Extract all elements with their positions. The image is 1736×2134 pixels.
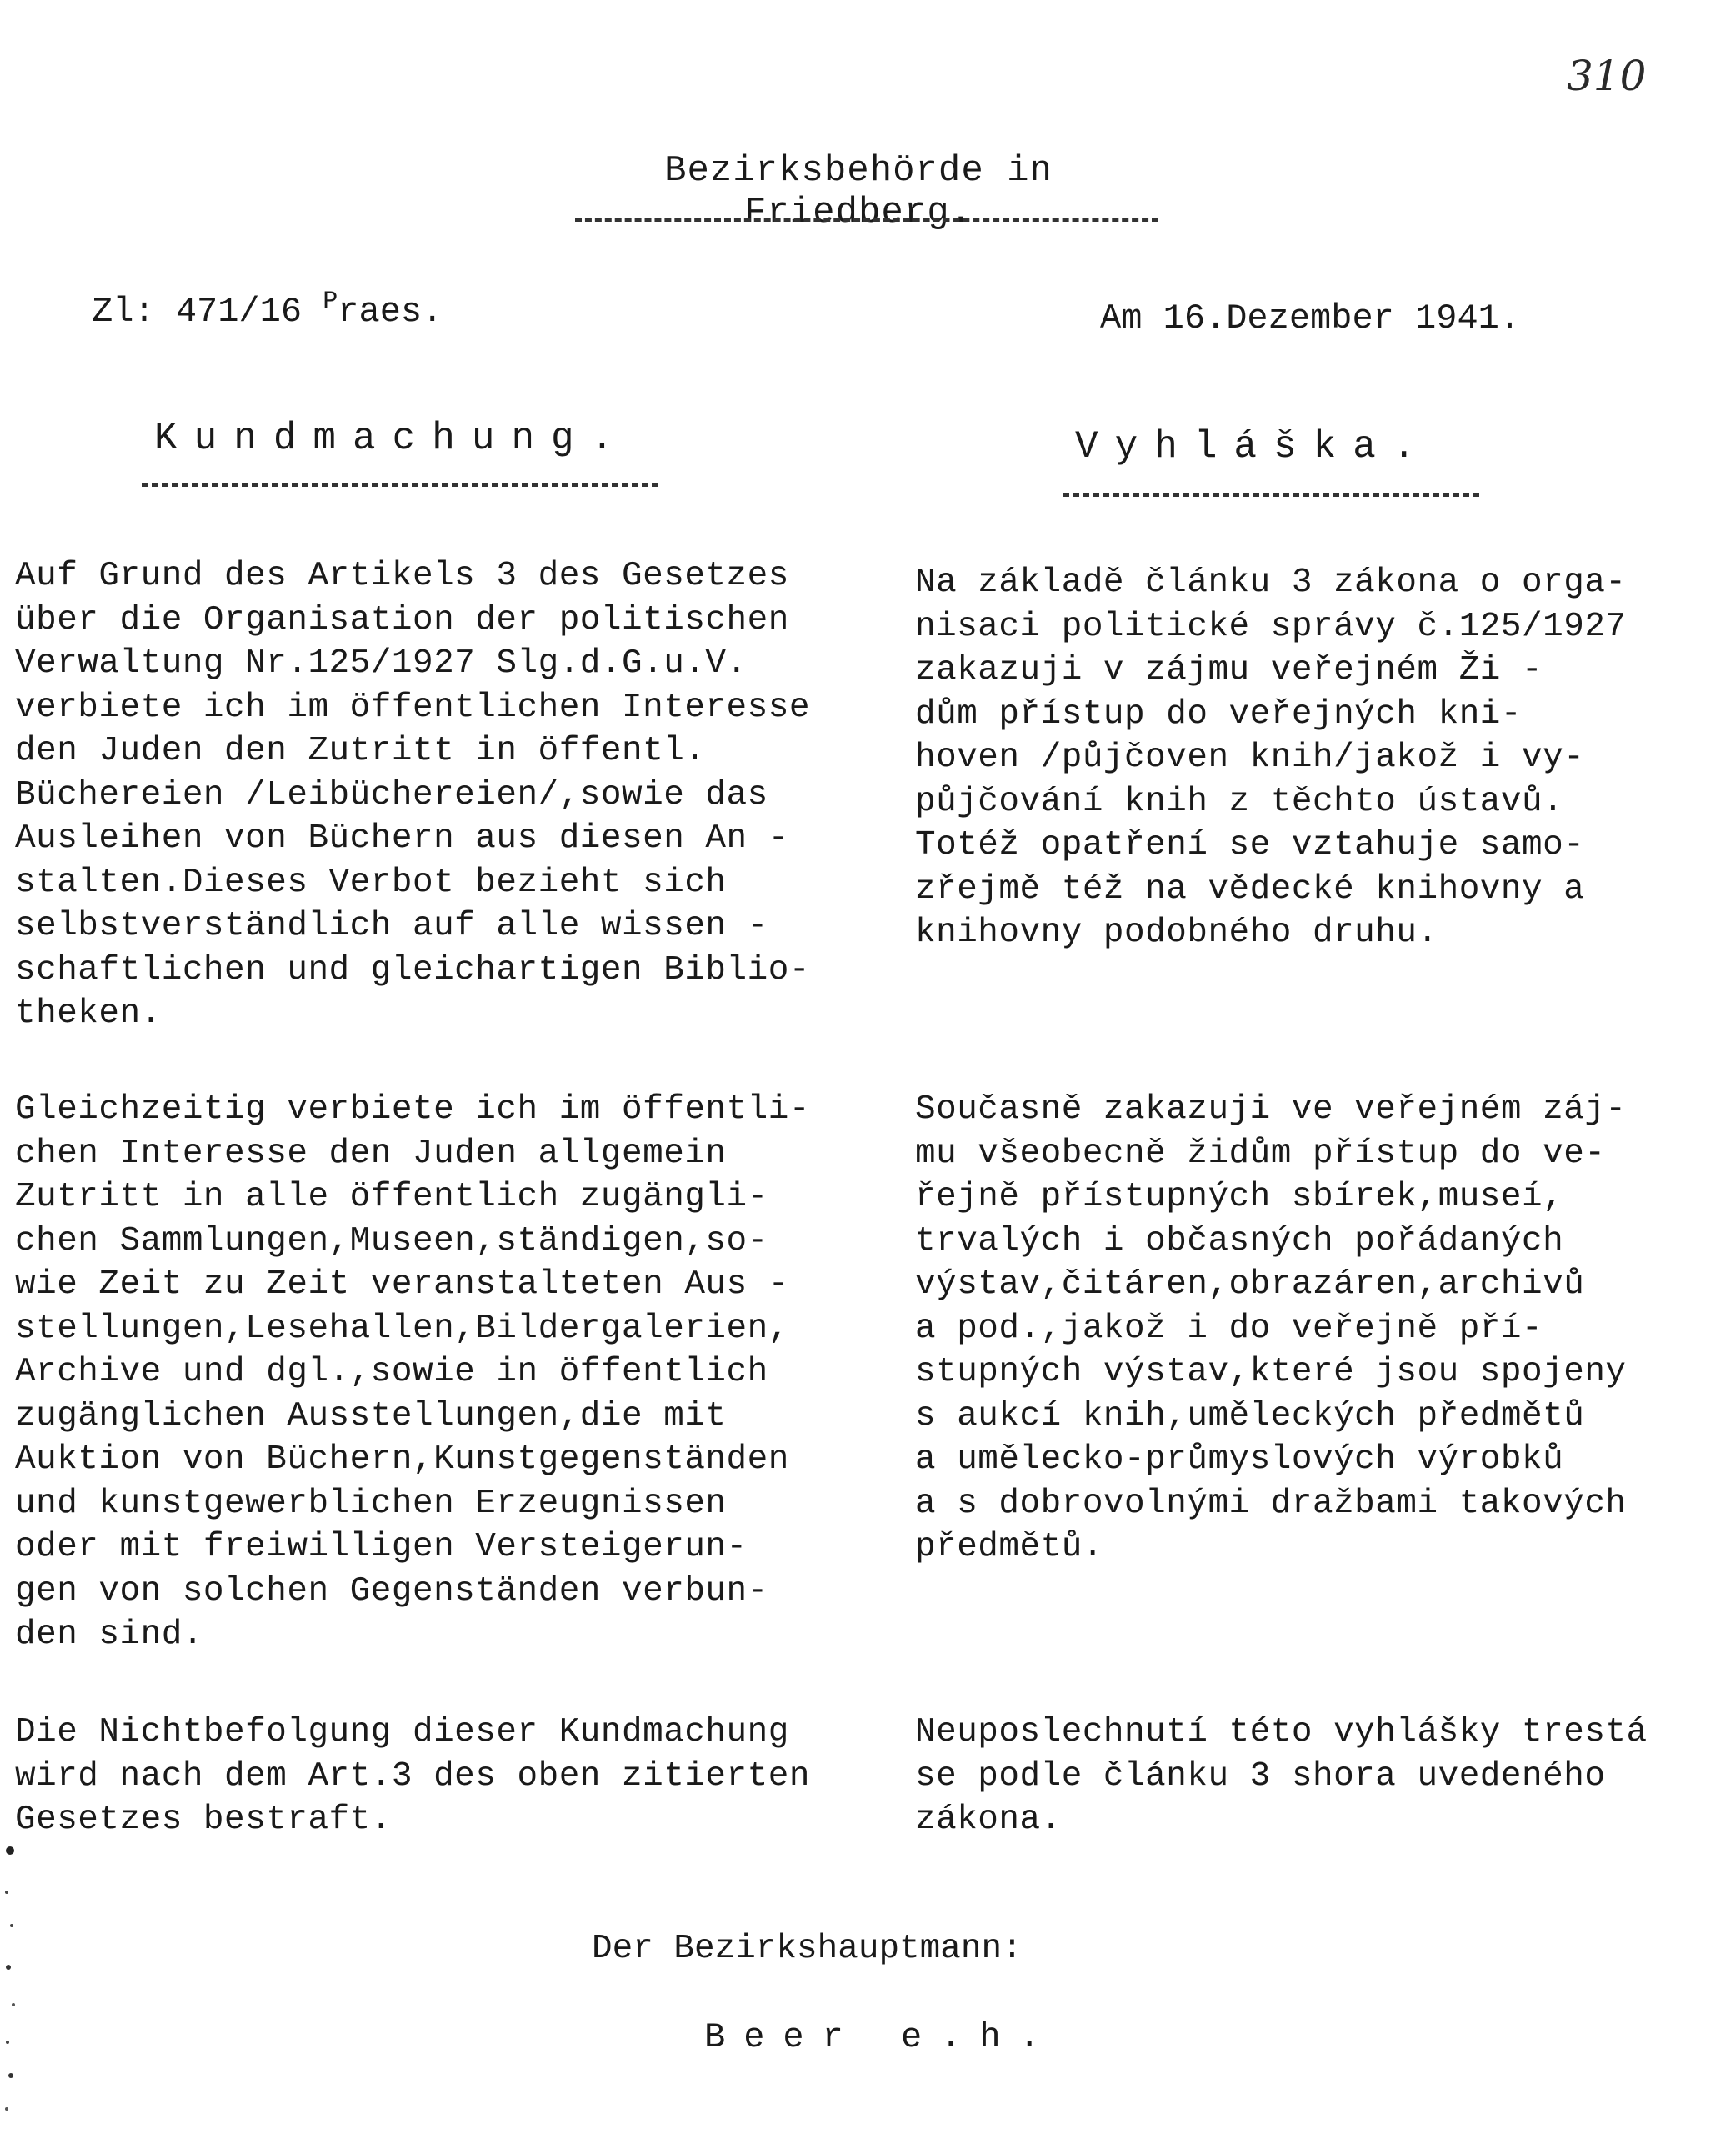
reference-number <box>92 288 443 332</box>
document-date: Am 16.Dezember 1941. <box>1100 298 1521 338</box>
authority-title: Bezirksbehörde in Friedberg. <box>664 150 1053 233</box>
reference-number-suffix: raes. <box>338 292 443 332</box>
czech-paragraph-1: Na základě článku 3 zákona o orga- nisaci politické správy č.125/1927 zakazuji v zájmu veřejném Ži - dům přístup do veřejných kni- hoven /půjčoven knih/jakož i vy- půjčování knih z těchto ústavů. Totéž opatření se vztahuje samo- zřejmě též na vědecké knihovny a knihovny podobného druhu. <box>915 564 1627 952</box>
czech-heading-underline <box>1063 493 1479 497</box>
margin-scan-specks <box>0 1826 25 2134</box>
signature-name: Beer e.h. <box>704 2017 1058 2057</box>
czech-paragraph-2: Současně zakazuji ve veřejném záj- mu všeobecně židům přístup do ve- řejně přístupných sbírek,museí, trvalých i občasných pořádaných výstav,čitáren,obrazáren,archivů a pod.,jakož i do veřejně pří- stupných výstav,které jsou spojeny s aukcí knih,uměleckých předmětů a umělecko-průmyslových výrobků a s dobrovolnými dražbami takových předmětů. <box>915 1090 1627 1566</box>
german-heading-underline <box>142 483 658 487</box>
reference-number-text: Zl: 471/16 <box>92 292 303 332</box>
czech-heading: Vyhláška. <box>1075 425 1433 468</box>
page-number: 310 <box>1567 52 1647 100</box>
signature-title: Der Bezirkshauptmann: <box>592 1930 1023 1968</box>
czech-paragraph-3: Neuposlechnutí této vyhlášky trestá se podle článku 3 shora uvedeného zákona. <box>915 1713 1648 1839</box>
german-paragraph-2: Gleichzeitig verbiete ich im öffentli- chen Interesse den Juden allgemein Zutritt in alle öffentlich zugängli- chen Sammlungen,Museen,ständigen,so- wie Zeit zu Zeit veranstalteten Aus - stellungen,Lesehallen,Bildergalerien, Archive und dgl.,sowie in öffentlich zugänglichen Ausstellungen,die mit Auktion von Büchern,Kunstgegenständen und kunstgewerblichen Erzeugnissen oder mit freiwilligen Versteigerun- gen von solchen Gegenständen verbun- den sind. <box>15 1090 810 1654</box>
german-heading: Kundmachung. <box>154 417 631 460</box>
reference-number-sup: P <box>323 288 338 316</box>
german-paragraph-1: Auf Grund des Artikels 3 des Gesetzes über die Organisation der politischen Verwaltung Nr.125/1927 Slg.d.G.u.V. verbiete ich im öffentlichen Interesse den Juden den Zutritt in öffentl. Büchereien /Leibüchereien/,sowie das Ausleihen von Büchern aus diesen An - stalten.Dieses Verbot bezieht sich selbstverständlich auf alle wissen - schaftlichen und gleichartigen Biblio- theken. <box>15 557 810 1033</box>
german-paragraph-3: Die Nichtbefolgung dieser Kundmachung wird nach dem Art.3 des oben zitierten Gesetzes bestraft. <box>15 1713 810 1839</box>
authority-underline <box>575 218 1158 222</box>
